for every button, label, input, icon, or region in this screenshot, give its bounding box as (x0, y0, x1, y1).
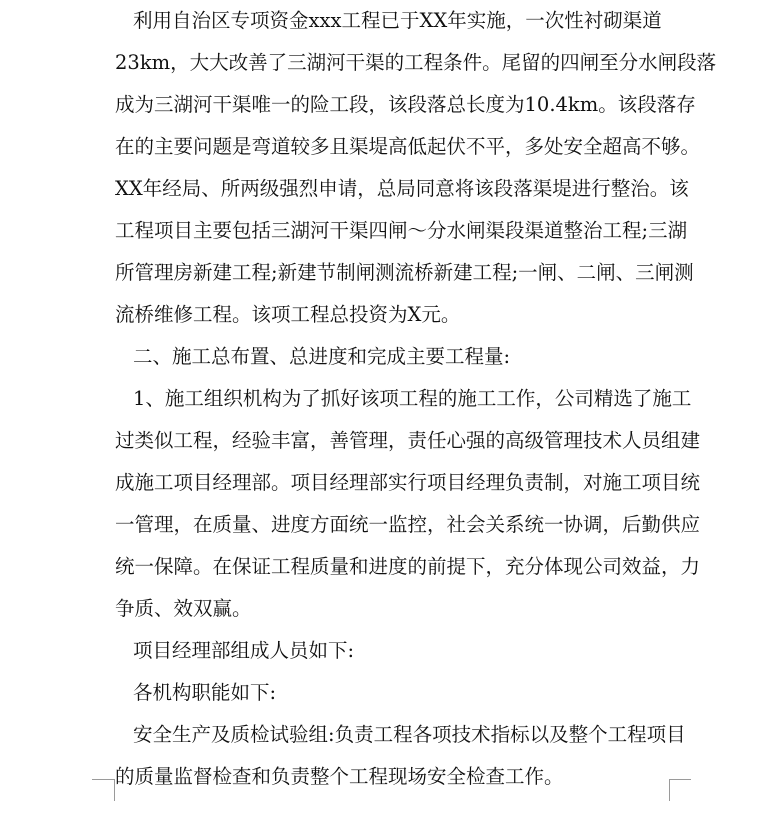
text-line: 争质、效双赢。 (115, 597, 252, 620)
text-line: 一管理，在质量、进度方面统一监控，社会关系统一协调，后勤供应 (115, 513, 701, 536)
text-line: 二、施工总布置、总进度和完成主要工程量: (133, 345, 511, 368)
text-line: 过类似工程，经验丰富，善管理，责任心强的高级管理技术人员组建 (115, 429, 701, 452)
text-line: 1、施工组织机构为了抓好该项工程的施工工作，公司精选了施工 (133, 387, 692, 410)
page-corner-mark-right-top (669, 779, 691, 780)
text-line: 统一保障。在保证工程质量和进度的前提下，充分体现公司效益，力 (115, 555, 701, 578)
text-line: 工程项目主要包括三湖河干渠四闸～分水闸渠段渠道整治工程;三湖 (115, 219, 688, 242)
text-line: 成施工项目经理部。项目经理部实行项目经理负责制，对施工项目统 (115, 471, 701, 494)
page-corner-mark-left (92, 779, 115, 801)
page-corner-mark-right (669, 779, 692, 801)
text-line: 流桥维修工程。该项工程总投资为X元。 (115, 303, 461, 326)
page-corner-mark-left-top (92, 779, 114, 780)
text-line: 利用自治区专项资金xxx工程已于XX年实施，一次性衬砌渠道 (133, 9, 662, 32)
text-line: 成为三湖河干渠唯一的险工段，该段落总长度为10.4km。该段落存 (115, 93, 696, 116)
text-line: 各机构职能如下: (133, 681, 277, 704)
text-line: XX年经局、所两级强烈申请，总局同意将该段落渠堤进行整治。该 (115, 177, 689, 200)
text-line: 在的主要问题是弯道较多且渠堤高低起伏不平，多处安全超高不够。 (115, 135, 701, 158)
text-line: 安全生产及质检试验组:负责工程各项技术指标以及整个工程项目 (133, 723, 686, 746)
text-line: 项目经理部组成人员如下: (133, 639, 355, 662)
document-body (115, 0, 717, 798)
text-line: 所管理房新建工程;新建节制闸测流桥新建工程;一闸、二闸、三闸测 (115, 261, 694, 284)
text-line: 的质量监督检查和负责整个工程现场安全检查工作。 (115, 765, 564, 788)
text-line: 23km，大大改善了三湖河干渠的工程条件。尾留的四闸至分水闸段落 (115, 51, 717, 74)
